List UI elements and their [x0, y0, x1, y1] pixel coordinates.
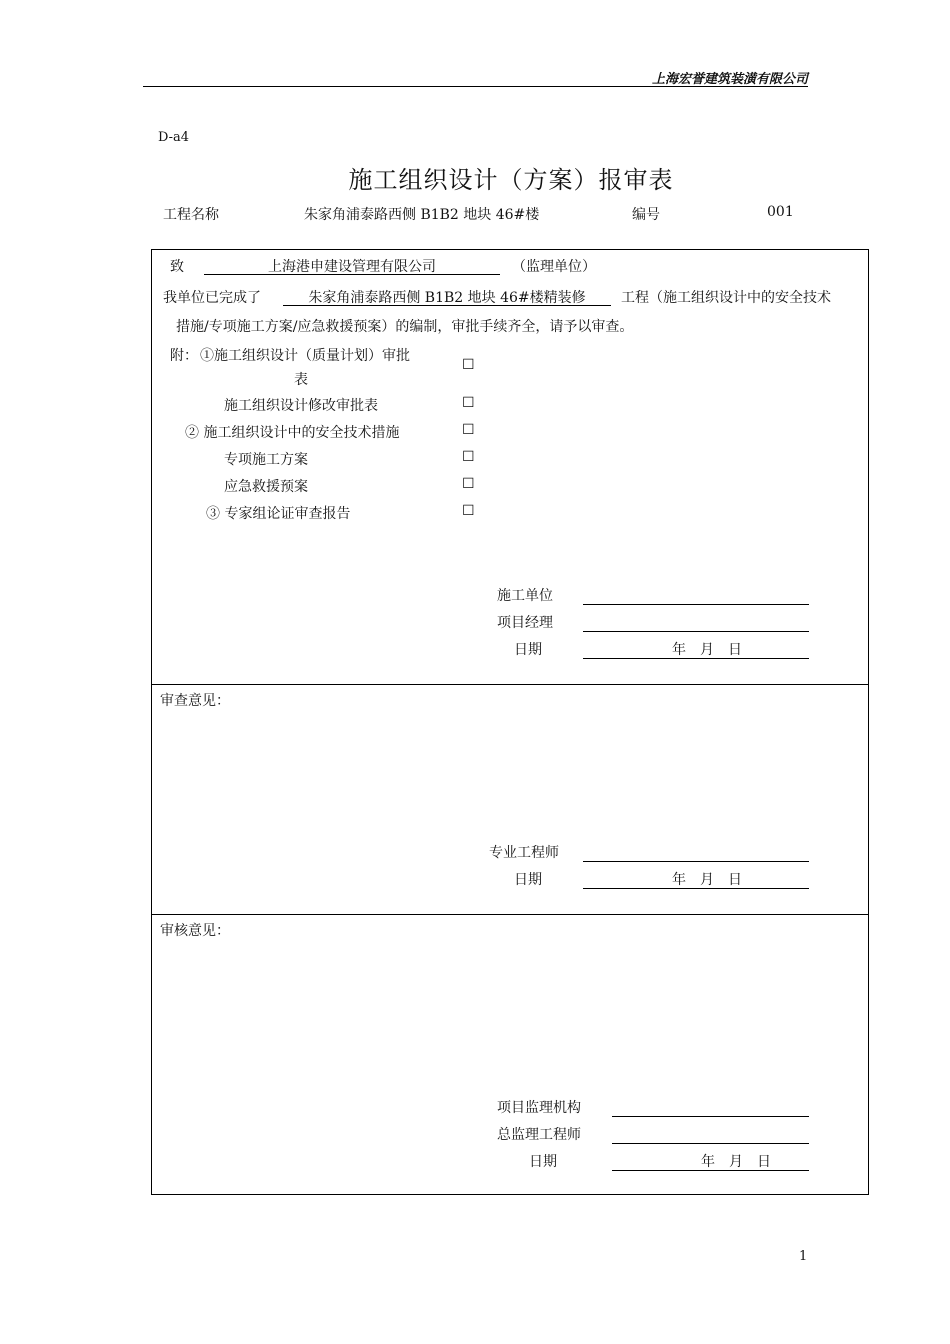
section-divider-1	[151, 684, 869, 685]
checkbox-icon[interactable]: ☐	[462, 395, 475, 411]
attachment-item: ①施工组织设计（质量计划）审批	[200, 348, 410, 364]
attachment-item-cont: 表	[294, 372, 308, 388]
attachment-item: 应急救援预案	[224, 479, 308, 495]
sign-manager-label: 项目经理	[497, 615, 553, 631]
sign-manager-line[interactable]	[583, 631, 809, 632]
review-date-value: 年 月 日	[672, 872, 742, 888]
chief-engineer-line[interactable]	[612, 1143, 809, 1144]
form-code: D-a4	[158, 130, 190, 145]
project-label: 工程名称	[163, 207, 219, 223]
review-date-line[interactable]	[583, 888, 809, 889]
page-title: 施工组织设计（方案）报审表	[348, 166, 674, 194]
number-label: 编号	[632, 207, 660, 223]
completed-value: 朱家角浦泰路西侧 B1B2 地块 46#楼精装修	[308, 290, 586, 306]
sign-unit-line[interactable]	[583, 604, 809, 605]
attachment-item: ③ 专家组论证审查报告	[206, 506, 351, 522]
sign-date-label: 日期	[514, 642, 542, 658]
completed-prefix: 我单位已完成了	[163, 290, 261, 306]
number-value: 001	[767, 204, 794, 220]
checkbox-icon[interactable]: ☐	[462, 476, 475, 492]
to-label: 致	[170, 259, 184, 275]
checkbox-icon[interactable]: ☐	[462, 357, 475, 373]
to-suffix: （监理单位）	[512, 259, 596, 275]
audit-date-label: 日期	[529, 1154, 557, 1170]
section-divider-2	[151, 914, 869, 915]
sign-date-value: 年 月 日	[672, 642, 742, 658]
checkbox-icon[interactable]: ☐	[462, 422, 475, 438]
header-rule	[143, 86, 808, 87]
project-name: 朱家角浦泰路西侧 B1B2 地块 46#楼	[304, 207, 540, 223]
chief-engineer-label: 总监理工程师	[497, 1127, 581, 1143]
review-opinion-label: 审查意见：	[160, 693, 230, 709]
sign-date-line[interactable]	[583, 658, 809, 659]
audit-date-value: 年 月 日	[701, 1154, 771, 1170]
audit-date-line[interactable]	[612, 1170, 809, 1171]
engineer-line[interactable]	[583, 861, 809, 862]
completed-suffix: 工程（施工组织设计中的安全技术	[621, 290, 831, 306]
supervision-org-label: 项目监理机构	[497, 1100, 581, 1116]
to-value: 上海港申建设管理有限公司	[268, 259, 436, 275]
review-date-label: 日期	[514, 872, 542, 888]
attachment-item: 专项施工方案	[224, 452, 308, 468]
audit-opinion-label: 审核意见：	[160, 923, 230, 939]
completed-underline	[283, 305, 611, 306]
sign-unit-label: 施工单位	[497, 588, 553, 604]
company-name: 上海宏誉建筑装潢有限公司	[651, 72, 808, 87]
to-underline	[204, 274, 500, 275]
attachment-item: ② 施工组织设计中的安全技术措施	[185, 425, 400, 441]
checkbox-icon[interactable]: ☐	[462, 449, 475, 465]
attachment-item: 施工组织设计修改审批表	[224, 398, 378, 414]
form-frame	[151, 249, 869, 1195]
supervision-org-line[interactable]	[612, 1116, 809, 1117]
checkbox-icon[interactable]: ☐	[462, 503, 475, 519]
engineer-label: 专业工程师	[489, 845, 559, 861]
page-number: 1	[799, 1249, 808, 1264]
attach-label: 附：	[170, 348, 198, 364]
completed-line2: 措施/专项施工方案/应急救援预案）的编制，审批手续齐全，请予以审查。	[176, 319, 634, 335]
